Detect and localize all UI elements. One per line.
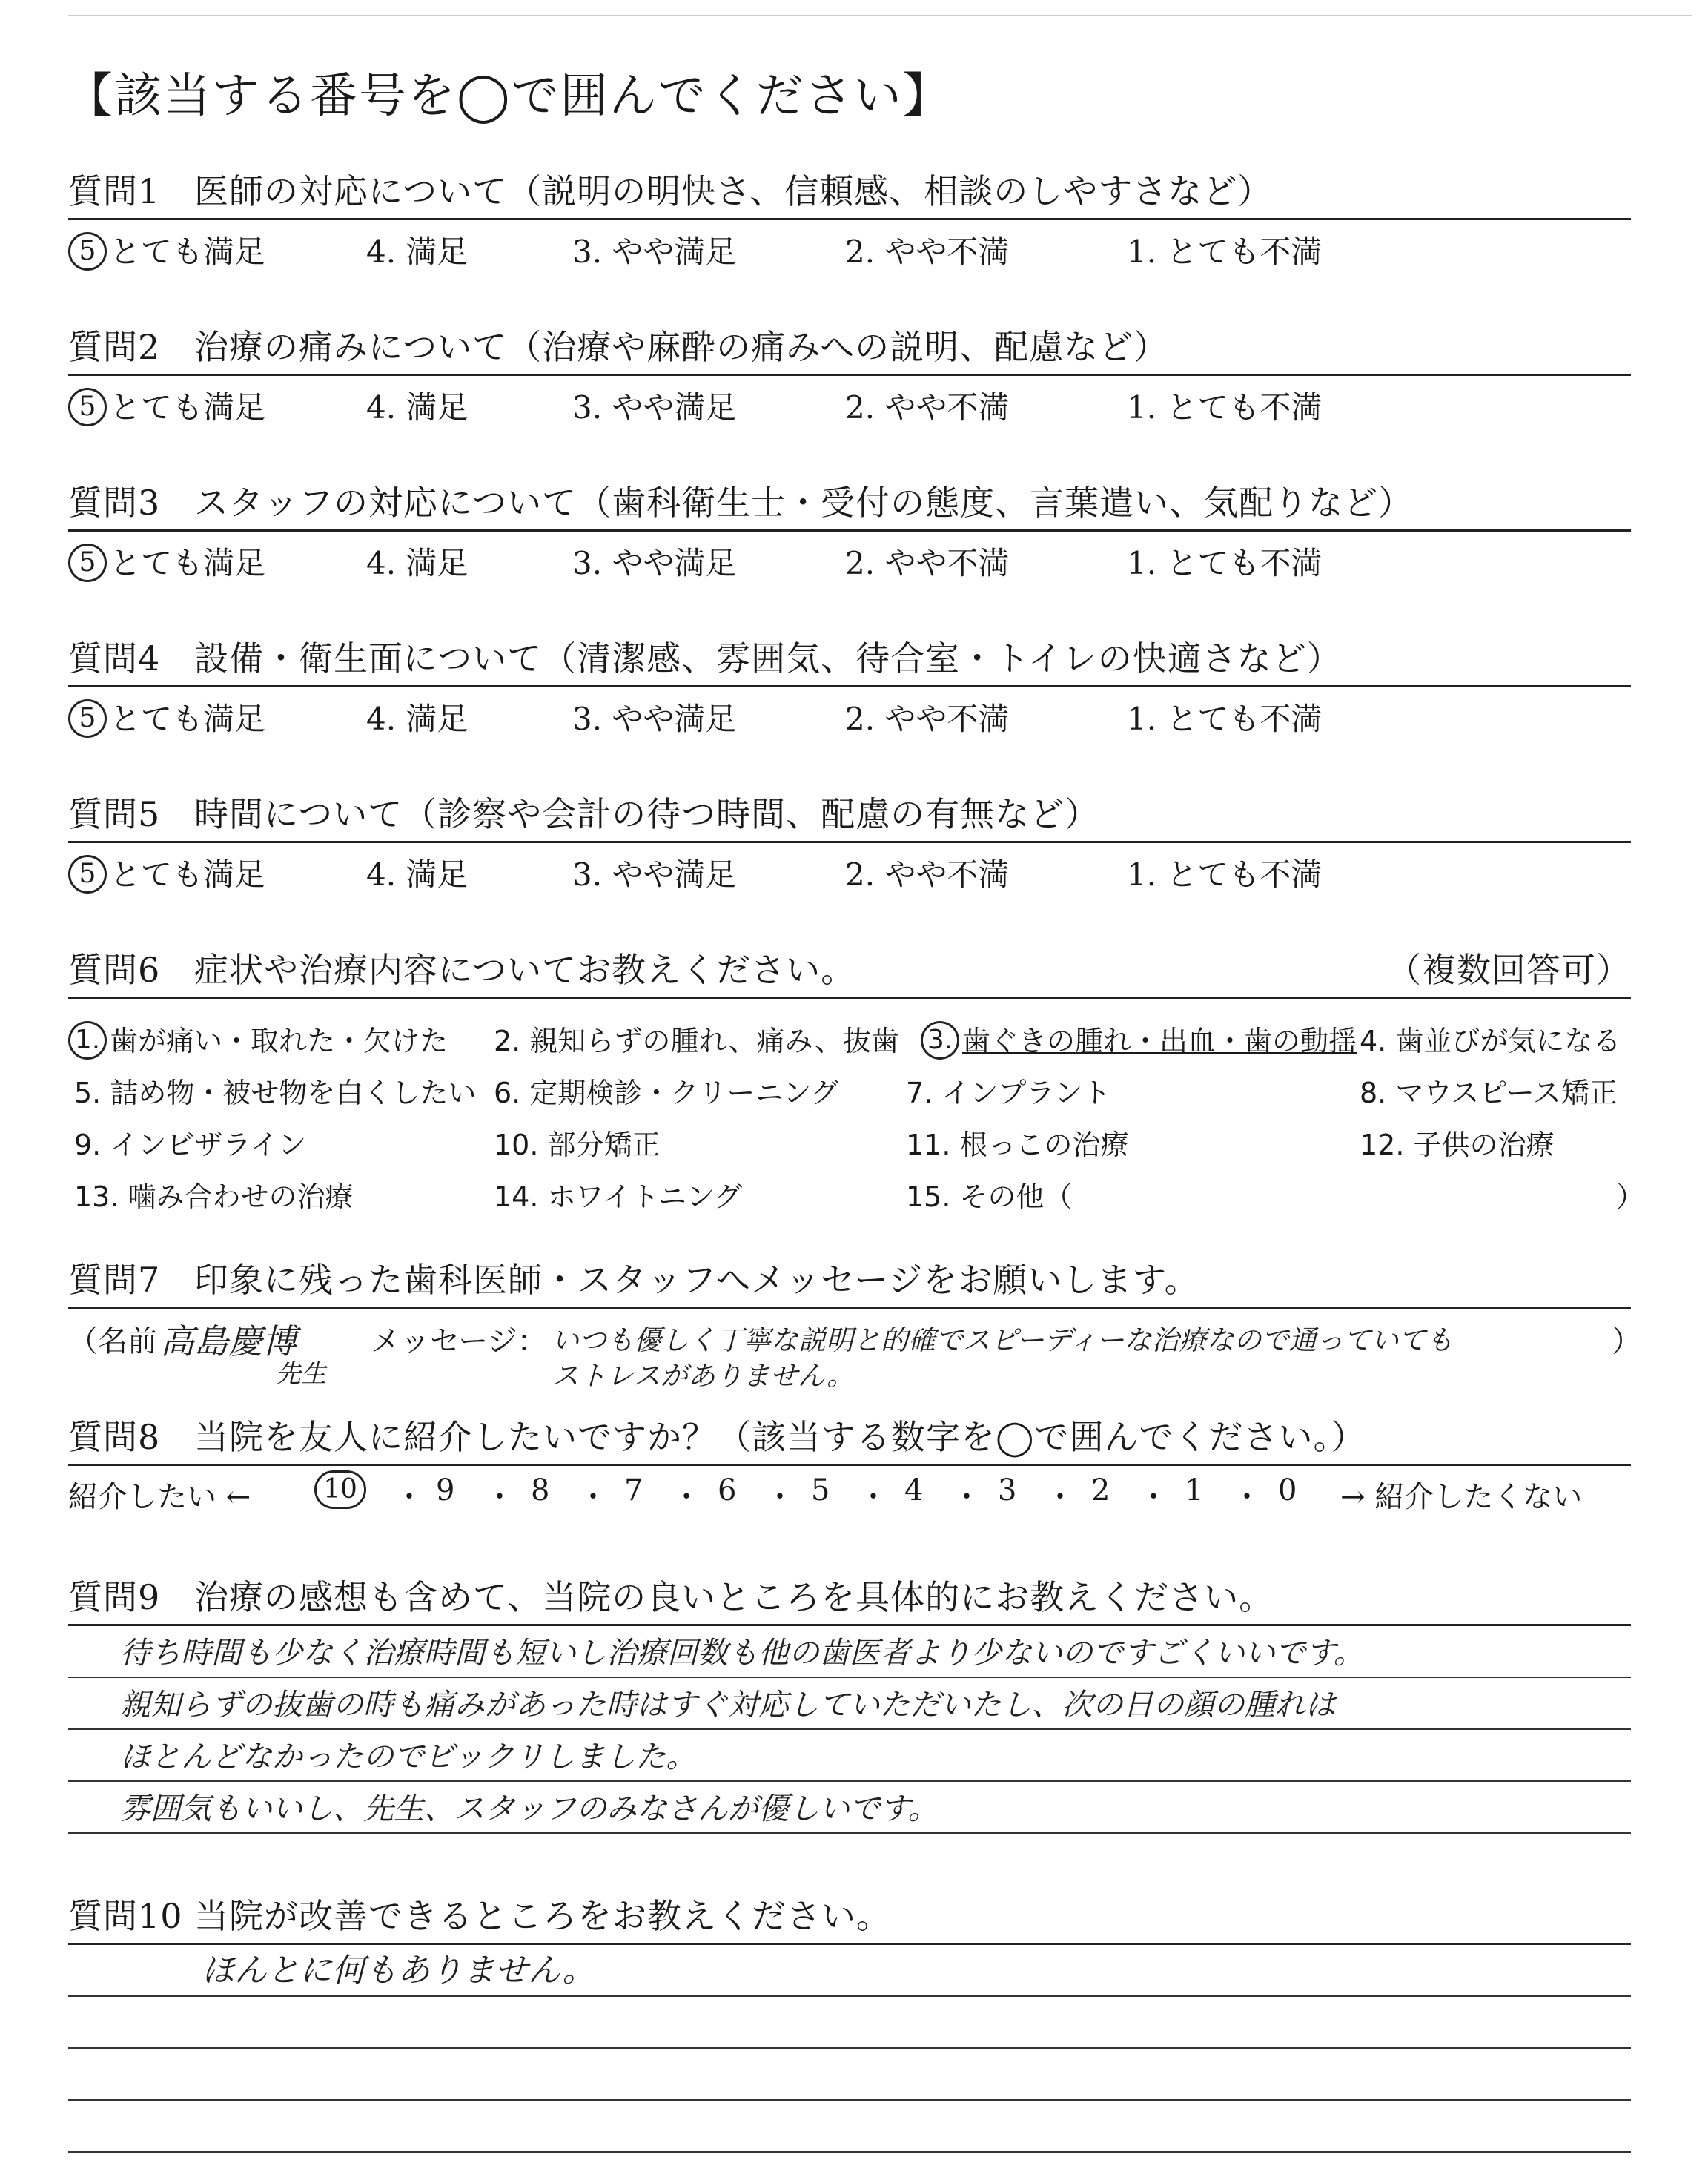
scale-dot: ・	[1232, 1480, 1262, 1514]
rating-options	[68, 376, 1631, 426]
doctor-name: 高島慶博	[160, 1321, 297, 1361]
doctor-title: 先生	[276, 1359, 326, 1389]
question-title	[68, 632, 1631, 681]
selection-circle: 5	[68, 544, 107, 582]
rating-option-5[interactable]: 5 とても満足	[68, 695, 265, 741]
rating-option-4[interactable]: 4. 満足	[366, 701, 469, 737]
symptom-option[interactable]: 1. 歯が痛い・取れた・欠けた	[68, 1018, 448, 1063]
question-text: 医師の対応について（説明の明快さ、信頼感、相談のしやすさなど）	[194, 171, 1273, 211]
scale-dot: ・	[1045, 1480, 1075, 1514]
question-number: 質問2	[68, 327, 161, 367]
selection-circle: 5	[68, 232, 107, 271]
answer-line	[68, 2049, 1631, 2101]
rating-option-5[interactable]: 5 とても満足	[68, 228, 265, 274]
scale-value-5[interactable]: 5	[811, 1473, 830, 1507]
rating-option-4[interactable]: 4. 満足	[366, 856, 469, 893]
question-title	[68, 1571, 1631, 1619]
symptom-option[interactable]: 13. 噛み合わせの治療	[74, 1180, 354, 1213]
symptom-option[interactable]: 6. 定期検診・クリーニング	[494, 1077, 839, 1109]
rating-options	[68, 532, 1631, 579]
question-8	[68, 1410, 1631, 1513]
scale-value-1[interactable]: 1	[1185, 1473, 1204, 1507]
question-text: スタッフの対応について（歯科衛生士・受付の態度、言葉遣い、気配りなど）	[194, 483, 1414, 523]
question-number: 質問7	[68, 1260, 161, 1300]
symptom-option[interactable]: 7. インプラント	[906, 1077, 1111, 1109]
question-title	[68, 943, 1631, 992]
question-text: 設備・衛生面について（清潔感、雰囲気、待合室・トイレの快適さなど）	[194, 638, 1342, 678]
answer-line	[68, 1626, 1631, 1678]
symptom-option-other[interactable]: 15. その他（	[906, 1180, 1073, 1213]
multiple-answer-note: （複数回答可）	[1387, 950, 1631, 990]
answer-text: ほとんどなかったのでビックリしました。	[120, 1739, 697, 1774]
message-label: メッセージ：	[371, 1324, 547, 1358]
question-text: 印象に残った歯科医師・スタッフへメッセージをお願いします。	[194, 1260, 1199, 1300]
scale-value-8[interactable]: 8	[531, 1473, 550, 1507]
question-3	[68, 476, 1631, 579]
question-title	[68, 1889, 1631, 1938]
symptom-option[interactable]: 9. インビザライン	[74, 1129, 307, 1161]
question-title	[68, 787, 1631, 836]
symptom-checklist	[68, 999, 1645, 1221]
symptom-option[interactable]: 4. 歯並びが気になる	[1360, 1025, 1621, 1057]
top-border	[68, 15, 1692, 16]
answer-area[interactable]	[68, 1626, 1631, 1834]
selection-circle: 5	[68, 699, 107, 738]
selection-circle: 5	[68, 388, 107, 426]
rating-option-5[interactable]: 5 とても満足	[68, 539, 265, 585]
answer-line	[68, 1945, 1631, 1997]
recommend-scale	[68, 1466, 1631, 1513]
symptom-option[interactable]: 11. 根っこの治療	[906, 1129, 1129, 1161]
rating-option-2[interactable]: 2. やや不満	[845, 234, 1010, 270]
question-number: 質問9	[68, 1577, 161, 1617]
scale-value-9[interactable]: 9	[436, 1473, 455, 1507]
question-title	[68, 165, 1631, 214]
scale-value-2[interactable]: 2	[1091, 1473, 1110, 1507]
rating-option-1[interactable]: 1. とても不満	[1127, 234, 1323, 270]
scale-left-label: 紹介したい ←	[68, 1480, 251, 1514]
scale-dot: ・	[394, 1480, 424, 1514]
question-4	[68, 632, 1631, 735]
answer-line	[68, 2101, 1631, 2153]
rating-option-3[interactable]: 3. やや満足	[572, 701, 737, 737]
scale-right-label: → 紹介したくない	[1340, 1480, 1583, 1514]
rating-options	[68, 843, 1631, 891]
question-number: 質問4	[68, 638, 161, 678]
question-text: 当院を友人に紹介したいですか？（該当する数字を◯で囲んでください。）	[194, 1417, 1366, 1457]
rating-option-5[interactable]: 5 とても満足	[68, 851, 265, 896]
question-number: 質問3	[68, 483, 161, 523]
message-line-1: いつも優しく丁寧な説明と的確でスピーディーな治療なので通っていても	[552, 1324, 1454, 1356]
question-9	[68, 1571, 1631, 1834]
scale-dot: ・	[672, 1480, 701, 1514]
question-title	[68, 1253, 1631, 1302]
question-7	[68, 1253, 1641, 1392]
rating-option-5[interactable]: 5 とても満足	[68, 383, 265, 429]
question-6	[68, 943, 1645, 1221]
rating-option-3[interactable]: 3. やや満足	[572, 856, 737, 893]
scale-dot: ・	[578, 1480, 608, 1514]
question-1	[68, 165, 1631, 268]
answer-line	[68, 1997, 1631, 2049]
question-title	[68, 476, 1631, 525]
scale-value-7[interactable]: 7	[624, 1473, 643, 1507]
rating-options	[68, 687, 1631, 735]
message-field[interactable]	[68, 1309, 1641, 1392]
message-line-2: ストレスがありません。	[552, 1360, 855, 1392]
page-title: 【該当する番号を◯で囲んでください】	[65, 69, 952, 124]
name-label: （名前	[68, 1324, 157, 1358]
rating-option-2[interactable]: 2. やや不満	[845, 389, 1010, 426]
message-close-paren: ）	[1612, 1324, 1641, 1358]
rating-option-1[interactable]: 1. とても不満	[1127, 856, 1323, 893]
answer-line	[68, 1730, 1631, 1782]
scale-dot: ・	[952, 1480, 982, 1514]
answer-text: ほんとに何もありません。	[202, 1952, 595, 1989]
question-2	[68, 320, 1631, 426]
rating-option-4[interactable]: 4. 満足	[366, 545, 469, 581]
scale-value-4[interactable]: 4	[904, 1473, 924, 1507]
symptom-option[interactable]: 5. 詰め物・被せ物を白くしたい	[74, 1077, 477, 1109]
symptom-option[interactable]: 8. マウスピース矯正	[1360, 1077, 1618, 1109]
rating-options	[68, 220, 1631, 268]
scale-dot: ・	[765, 1480, 795, 1514]
rating-option-2[interactable]: 2. やや不満	[845, 701, 1010, 737]
scale-dot: ・	[485, 1480, 514, 1514]
selection-circle: 5	[68, 855, 107, 894]
rating-option-3[interactable]: 3. やや満足	[572, 545, 737, 581]
selection-circle: 1.	[68, 1021, 107, 1060]
question-5	[68, 787, 1631, 891]
rating-option-4[interactable]: 4. 満足	[366, 389, 469, 426]
rating-option-1[interactable]: 1. とても不満	[1127, 545, 1323, 581]
question-text: 症状や治療内容についてお教えください。	[194, 950, 856, 990]
symptom-option[interactable]: 14. ホワイトニング	[494, 1180, 743, 1213]
symptom-option[interactable]: 2. 親知らずの腫れ、痛み、抜歯	[494, 1025, 899, 1057]
answer-area[interactable]	[68, 1945, 1631, 2153]
question-number: 質問6	[68, 950, 161, 990]
question-title	[68, 1410, 1631, 1459]
question-10	[68, 1889, 1631, 2153]
rating-option-2[interactable]: 2. やや不満	[845, 856, 1010, 893]
scale-dot: ・	[1139, 1480, 1168, 1514]
question-text: 当院が改善できるところをお教えください。	[194, 1896, 891, 1936]
rating-option-4[interactable]: 4. 満足	[366, 234, 469, 270]
scale-value-3[interactable]: 3	[998, 1473, 1017, 1507]
selection-circle: 10	[314, 1470, 366, 1509]
rating-option-1[interactable]: 1. とても不満	[1127, 389, 1323, 426]
answer-text: 親知らずの抜歯の時も痛みがあった時はすぐ対応していただいたし、次の日の顔の腫れは	[120, 1687, 1336, 1723]
question-number: 質問1	[68, 171, 161, 211]
symptom-option[interactable]: 3. 歯ぐきの腫れ・出血・歯の動揺	[921, 1018, 1357, 1063]
scale-value-0[interactable]: 0	[1278, 1473, 1297, 1507]
symptom-option[interactable]: 10. 部分矯正	[494, 1129, 661, 1161]
rating-option-2[interactable]: 2. やや不満	[845, 545, 1010, 581]
question-number: 質問10	[68, 1896, 183, 1936]
question-text: 治療の痛みについて（治療や麻酔の痛みへの説明、配慮など）	[194, 327, 1169, 367]
answer-text: 待ち時間も少なく治療時間も短いし治療回数も他の歯医者より少ないのですごくいいです。	[120, 1635, 1364, 1671]
question-number: 質問5	[68, 794, 161, 834]
scale-value-6[interactable]: 6	[718, 1473, 737, 1507]
answer-text: 雰囲気もいいし、先生、スタッフのみなさんが優しいです。	[120, 1791, 939, 1826]
question-title	[68, 320, 1631, 369]
selection-circle: 3.	[921, 1021, 959, 1060]
question-number: 質問8	[68, 1417, 161, 1457]
rating-option-3[interactable]: 3. やや満足	[572, 234, 737, 270]
symptom-option[interactable]: 12. 子供の治療	[1360, 1129, 1555, 1161]
answer-line	[68, 1678, 1631, 1730]
scale-value-10[interactable]	[314, 1473, 369, 1512]
answer-line	[68, 1782, 1631, 1834]
rating-option-1[interactable]: 1. とても不満	[1127, 701, 1323, 737]
question-text: 治療の感想も含めて、当院の良いところを具体的にお教えください。	[194, 1577, 1274, 1617]
other-close-paren: ）	[1616, 1180, 1645, 1213]
rating-option-3[interactable]: 3. やや満足	[572, 389, 737, 426]
question-text: 時間について（診察や会計の待つ時間、配慮の有無など）	[194, 794, 1100, 834]
scale-dot: ・	[858, 1480, 888, 1514]
